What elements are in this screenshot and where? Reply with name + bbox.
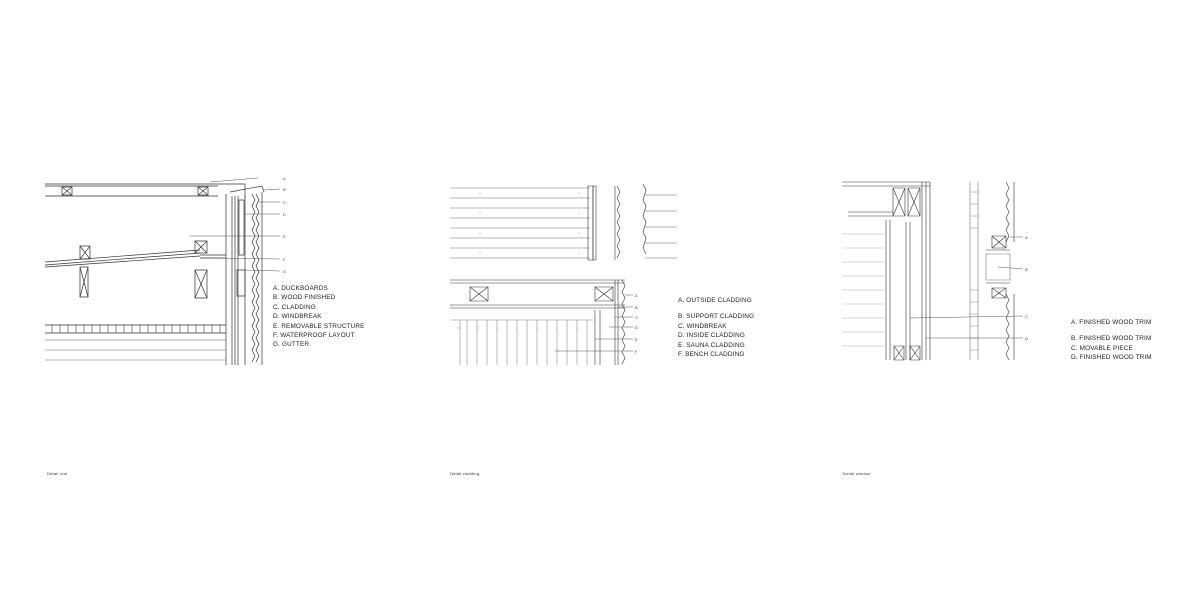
- window-tag-b: B: [1025, 267, 1028, 272]
- roof-legend: [273, 284, 365, 350]
- cladding-legend-item: F. BENCH CLADDING: [678, 351, 745, 359]
- roof-tag-a: A: [283, 176, 286, 181]
- cladding-legend-item: D. INSIDE CLADDING: [678, 332, 745, 340]
- roof-legend-item: E. REMOVABLE STRUCTURE: [273, 322, 365, 330]
- cladding-legend-item: B. SUPPORT CLADDING: [678, 313, 755, 321]
- window-tag-a: A: [1025, 235, 1028, 240]
- window-legend-item: C. MOVABLE PIECE: [1071, 344, 1133, 352]
- roof-legend-item: A. DUCKBOARDS: [273, 285, 328, 292]
- window-tag-d: D: [1025, 336, 1028, 341]
- roof-tag-d: D: [283, 212, 286, 217]
- window-legend-item: D. FINISHED WOOD TRIM: [1071, 354, 1152, 362]
- roof-tag-g: G: [283, 269, 287, 274]
- roof-legend-item: F. WATERPROOF LAYOUT: [273, 332, 355, 340]
- window-tag-c: C: [1025, 314, 1028, 319]
- cladding-legend-item: A. OUTSIDE CLADDING: [678, 297, 752, 304]
- roof-tag-c: C: [283, 200, 286, 205]
- cladding-tag-c: C: [635, 315, 638, 320]
- cladding-tag-a: A: [635, 293, 638, 298]
- cladding-legend-item: E. SAUNA CLADDING: [678, 341, 745, 349]
- cladding-legend: [678, 296, 754, 359]
- window-legend-item: B. FINISHED WOOD TRIM: [1071, 335, 1152, 343]
- roof-legend-item: D. WINDBREAK: [273, 313, 322, 321]
- roof-tag-b: B: [283, 187, 286, 192]
- caption-detail-cladding: Detail cladding: [450, 471, 480, 476]
- roof-tag-e: E: [283, 234, 286, 239]
- roof-detail-panel: [40, 170, 365, 370]
- cladding-tag-f: F: [635, 349, 638, 354]
- roof-legend-item: B. WOOD FINISHED: [273, 294, 336, 302]
- window-detail-panel: [838, 170, 1158, 370]
- caption-detail-roof: Detail roof: [47, 471, 68, 476]
- cladding-tag-e: E: [635, 337, 638, 342]
- roof-tag-f: F: [283, 257, 286, 262]
- window-legend: [1071, 318, 1152, 363]
- cladding-legend-item: C. WINDBREAK: [678, 322, 727, 330]
- caption-detail-window: Detail window: [843, 471, 871, 476]
- cladding-tag-b: B: [635, 305, 638, 310]
- window-legend-item: A. FINISHED WOOD TRIM: [1071, 319, 1152, 326]
- roof-legend-item: G. GUTTER: [273, 341, 310, 349]
- cladding-detail-panel: [445, 170, 765, 370]
- cladding-tag-d: D: [635, 325, 638, 330]
- roof-legend-item: C. CLADDING: [273, 303, 316, 311]
